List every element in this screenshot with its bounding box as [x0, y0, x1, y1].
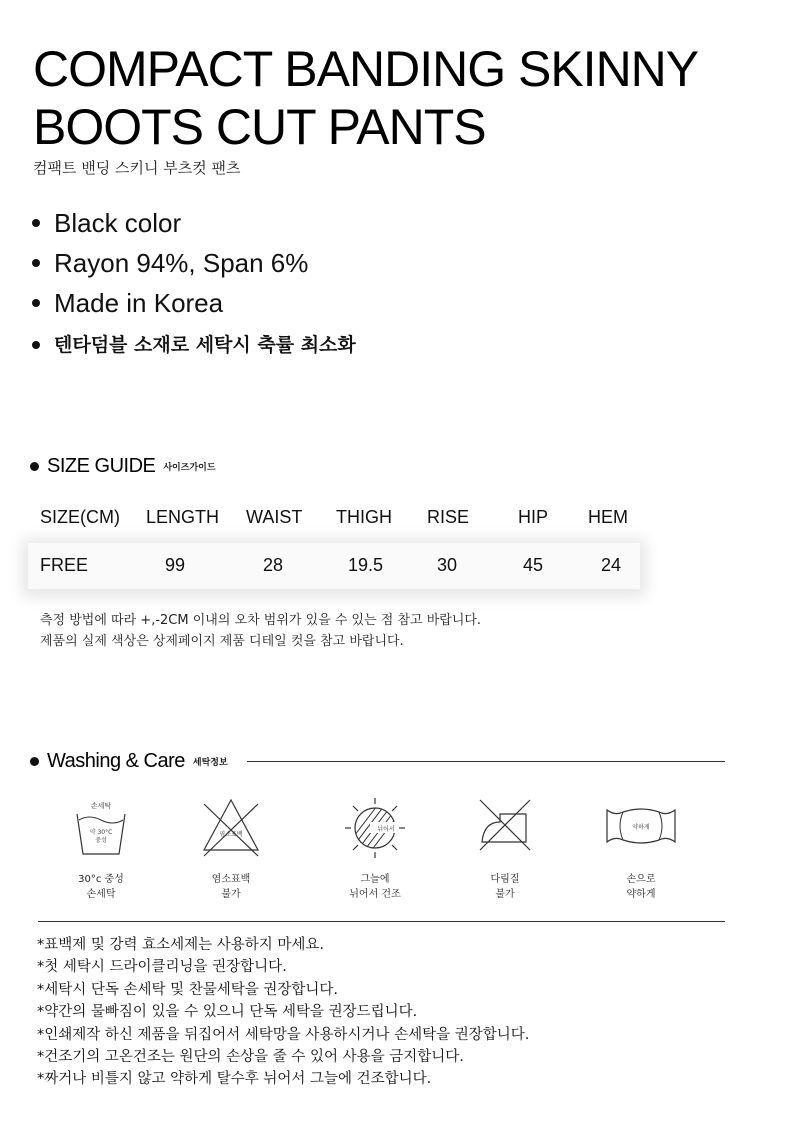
waist-cell: 28: [263, 555, 284, 575]
care-note: *첫 세탁시 드라이클리닝을 권장합니다.: [37, 959, 287, 976]
icon-caption: [176, 872, 286, 902]
care-heading: [30, 750, 228, 773]
icon-label: 뉘어서: [377, 826, 395, 833]
icon-caption-line: 불가: [495, 889, 515, 900]
size-guide-title-kr: 사이즈가이드: [163, 463, 216, 473]
product-title: [33, 40, 773, 156]
care-note: *짜거나 비틀지 않고 약하게 탈수후 뉘어서 그늘에 건조합니다.: [37, 1071, 432, 1088]
care-note: *건조기의 고온건조는 원단의 손상을 줄 수 있어 사용을 금지합니다.: [37, 1049, 464, 1066]
column-header: SIZE(CM): [40, 507, 120, 527]
care-icon-item: [450, 790, 560, 902]
bullet-icon: [30, 757, 39, 766]
care-title: Washing & Care: [47, 750, 185, 772]
feature-text: Made in Korea: [54, 288, 224, 318]
bullet-icon: [32, 299, 40, 307]
care-icons: [0, 790, 800, 910]
care-divider: [38, 921, 725, 922]
icon-caption-line: 불가: [221, 889, 241, 900]
icon-label: 약 30°C: [89, 829, 113, 836]
icon-label: 염소표백: [219, 831, 243, 838]
care-note: *세탁시 단독 손세탁 및 찬물세탁을 권장합니다.: [37, 981, 339, 998]
size-guide-title: SIZE GUIDE: [47, 455, 156, 477]
hand-wash-30-icon: [71, 790, 131, 860]
column-header: WAIST: [246, 507, 303, 527]
care-heading-rule: [247, 761, 725, 762]
icon-caption-line: 다림질: [490, 874, 520, 885]
feature-text: Black color: [54, 208, 182, 238]
feature-item-kr: [32, 325, 356, 365]
icon-caption: [586, 872, 696, 902]
size-notes: [40, 610, 481, 652]
care-note: *약간의 물빠짐이 있을 수 있으니 단독 세탁을 권장드립니다.: [37, 1004, 418, 1021]
length-cell: 99: [165, 555, 186, 575]
bullet-icon: [32, 341, 40, 349]
icon-caption-line: 약하게: [626, 889, 656, 900]
icon-caption: [450, 872, 560, 902]
care-note: *인쇄제작 하신 제품을 뒤집어서 세탁망을 사용하시거나 손세탁을 권장합니다.: [37, 1026, 530, 1043]
bullet-icon: [32, 259, 40, 267]
gentle-wring-icon: [601, 790, 681, 860]
care-icon-item: [586, 790, 696, 902]
size-note: 측정 방법에 따라 +,-2CM 이내의 오차 범위가 있을 수 있는 점 참고 바랍니다.: [40, 613, 482, 628]
icon-caption-line: 염소표백: [211, 874, 251, 885]
care-icon-item: [320, 790, 430, 902]
column-header: HIP: [518, 507, 549, 527]
dry-flat-shade-icon: [340, 790, 410, 860]
icon-caption: [46, 872, 156, 902]
care-icon-item: [46, 790, 156, 902]
feature-list: [32, 203, 356, 365]
column-header: HEM: [588, 507, 628, 527]
thigh-cell: 19.5: [348, 555, 384, 575]
product-title-line-1: COMPACT BANDING SKINNY: [33, 41, 699, 97]
feature-item: [32, 283, 356, 323]
icon-caption-line: 30°c 중성: [78, 874, 124, 885]
feature-text: Rayon 94%, Span 6%: [54, 248, 309, 278]
column-header: LENGTH: [146, 507, 220, 527]
icon-caption: [320, 872, 430, 902]
size-note: 제품의 실제 색상은 상제페이지 제품 디테일 컷을 참고 바랍니다.: [40, 634, 404, 649]
icon-label: 중성: [95, 837, 107, 844]
icon-caption-line: 손세탁: [86, 889, 116, 900]
no-iron-icon: [470, 790, 540, 860]
size-guide-heading: [30, 455, 216, 478]
column-header: THIGH: [336, 507, 392, 527]
bullet-icon: [32, 219, 40, 227]
size-row-highlight: [28, 543, 640, 589]
care-note: *표백제 및 강력 효소세제는 사용하지 마세요.: [37, 937, 325, 953]
care-icon-item: [176, 790, 286, 902]
bullet-icon: [30, 462, 39, 471]
product-subtitle-kr: 컴팩트 밴딩 스키니 부츠컷 팬츠: [33, 159, 241, 177]
care-title-kr: 세탁정보: [192, 758, 228, 768]
icon-caption-line: 뉘어서 건조: [349, 889, 401, 900]
icon-caption-line: 손으로: [626, 874, 656, 885]
hip-cell: 45: [523, 555, 544, 575]
no-bleach-icon: [196, 790, 266, 860]
size-cell: FREE: [40, 555, 89, 575]
icon-label: 약하게: [632, 824, 650, 831]
rise-cell: 30: [437, 555, 458, 575]
column-header: RISE: [427, 507, 470, 527]
icon-caption-line: 그늘에: [360, 874, 390, 885]
hem-cell: 24: [601, 555, 622, 575]
product-title-line-2: BOOTS CUT PANTS: [33, 99, 486, 155]
icon-label: 손세탁: [90, 802, 112, 810]
feature-text: 텐타덤블 소재로 세탁시 축률 최소화: [54, 334, 356, 356]
feature-item: [32, 243, 356, 283]
care-notes: [37, 934, 529, 1091]
feature-item: [32, 203, 356, 243]
